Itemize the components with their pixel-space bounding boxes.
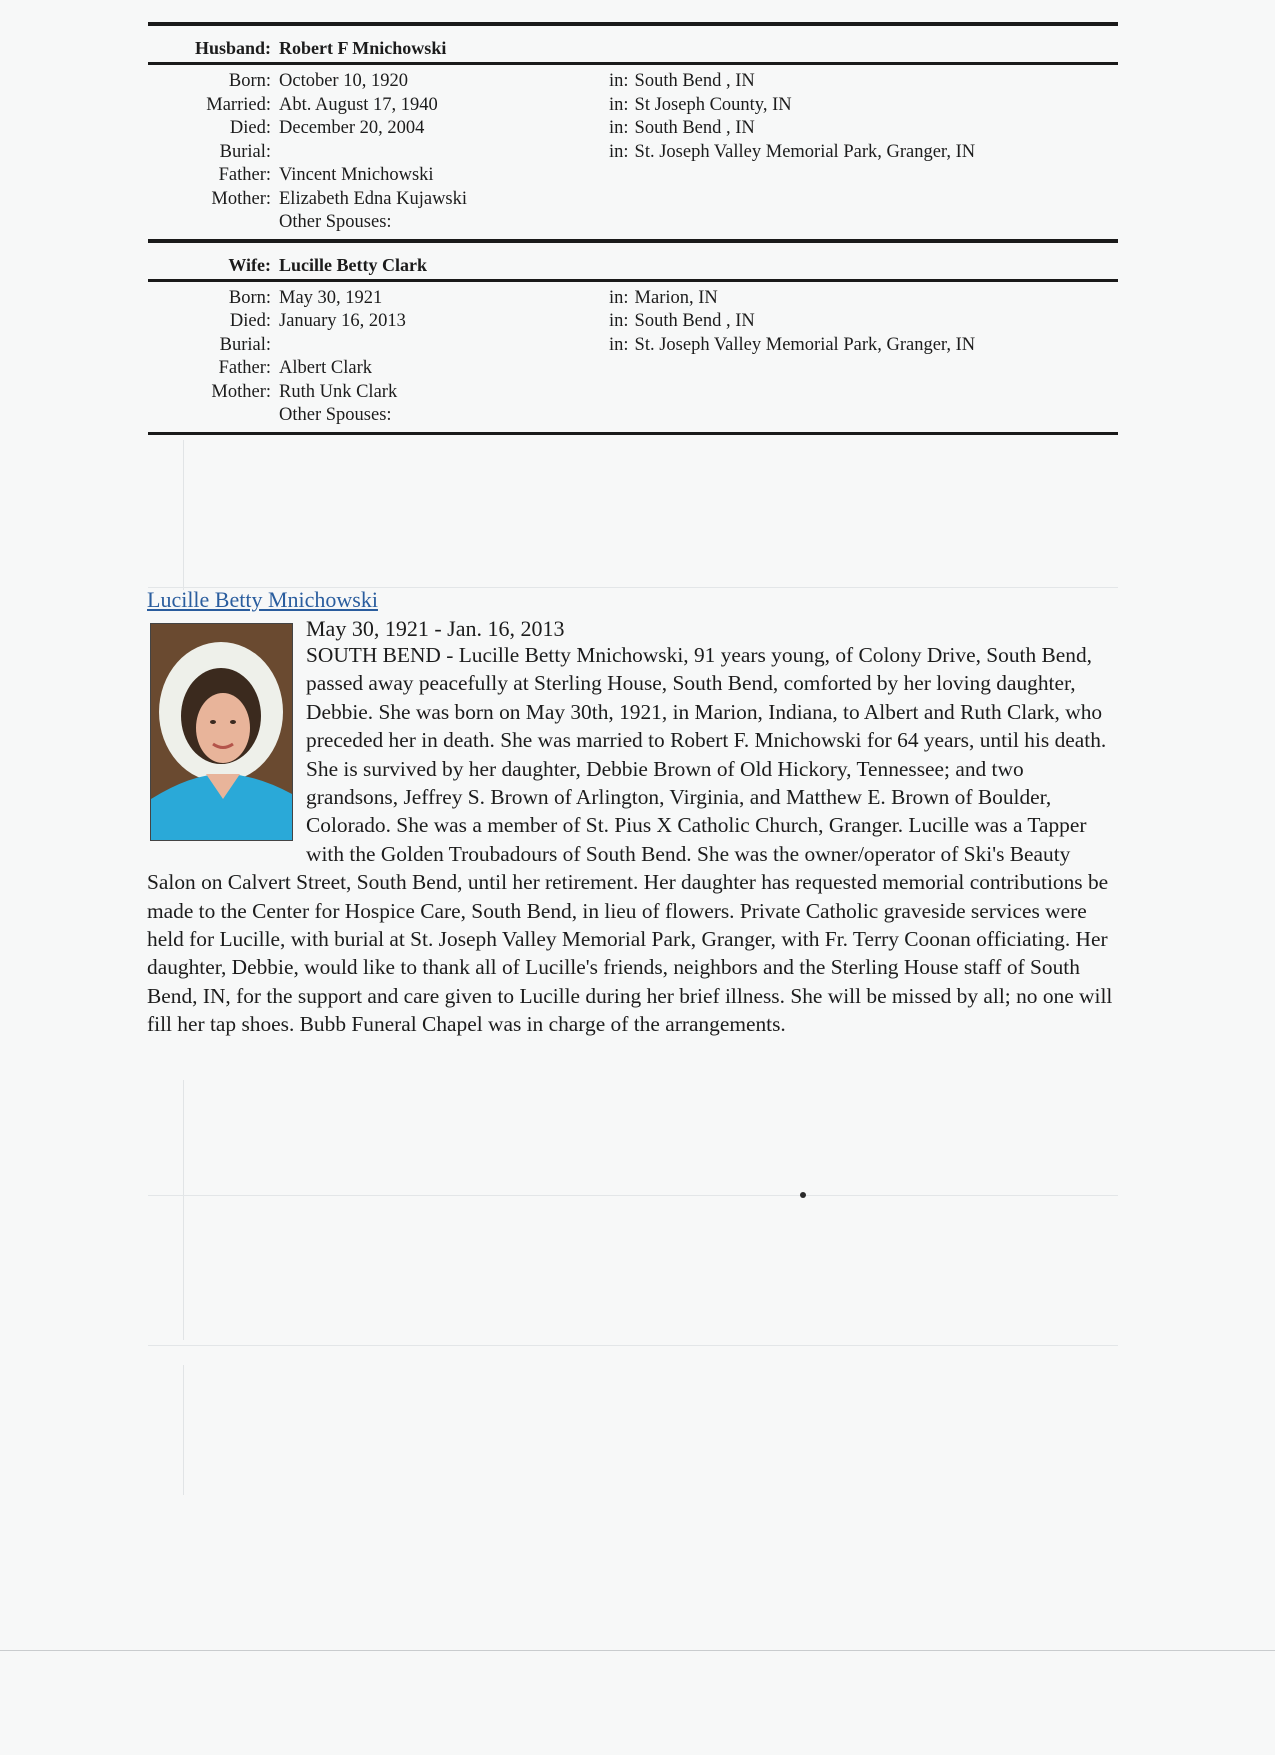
row-place: Marion, IN <box>634 287 718 308</box>
row-label <box>148 211 279 235</box>
row-label: Born: <box>228 71 271 91</box>
in-label: in: <box>609 141 629 162</box>
in-label: in: <box>609 94 629 115</box>
row-value <box>279 141 609 165</box>
row-value: Elizabeth Edna Kujawski <box>279 188 468 209</box>
wife-mother-row <box>148 381 1118 405</box>
ghost-rule <box>148 1195 1118 1196</box>
row-label: Burial: <box>219 334 271 355</box>
photo-spacer <box>147 641 306 863</box>
in-label: in: <box>609 311 629 331</box>
in-label: in: <box>609 334 629 355</box>
husband-died-row <box>148 117 1118 141</box>
ghost-divider <box>183 1080 184 1340</box>
husband-born-row <box>148 70 1118 94</box>
row-value <box>279 334 609 358</box>
row-value: Albert Clark <box>279 358 372 378</box>
wife-heading-label: Wife: <box>228 254 271 275</box>
row-value: Abt. August 17, 1940 <box>279 94 438 115</box>
obituary-text: SOUTH BEND - Lucille Betty Mnichowski, 91 years young, of Colony Drive, South Bend, passed away peacefully at Sterling House, South Bend, comforted by her loving daughter, Debbie. She was born on May 30th, 1921, in Marion, Indiana, to Albert and Ruth Clark, who preceded her in death. She was married to Robert F. Mnichowski for 64 years, until his death. She is survived by her daughter, Debbie Brown of Old Hickory, Tennessee; and two grandsons, Jeffrey S. Brown of Arlington, Virginia, and Matthew E. Brown of Boulder, Colorado. She was a member of St. Pius X Catholic Church, Granger. Lucille was a Tapper with the Golden Troubadours of South Bend. She was the owner/operator of Ski's Beauty Salon on Calvert Street, South Bend, until her retirement. Her daughter has requested memorial contributions be made to the Center for Hospice Care, South Bend, in lieu of flowers. Private Catholic graveside services were held for Lucille, with burial at St. Joseph Valley Memorial Park, Granger, with Fr. Terry Coonan officiating. Her daughter, Debbie, would like to thank all of Lucille's friends, neighbors and the Sterling House staff of South Bend, IN, for the support and care given to Lucille during her brief illness. She will be missed by all; no one will fill her tap shoes. Bubb Funeral Chapel was in charge of the arrangements. <box>147 643 1113 1037</box>
row-label: Father: <box>218 165 271 185</box>
wife-father-row <box>148 357 1118 381</box>
ghost-divider <box>183 440 184 590</box>
wife-other-spouses-row <box>148 404 1118 428</box>
in-label: in: <box>609 71 629 91</box>
other-spouses-label: Other Spouses: <box>279 212 392 232</box>
row-label <box>148 404 279 428</box>
other-spouses-label: Other Spouses: <box>279 405 392 425</box>
row-label: Died: <box>229 311 271 331</box>
row-place: South Bend , IN <box>634 311 755 331</box>
row-value: Vincent Mnichowski <box>279 165 434 185</box>
husband-heading-label: Husband: <box>194 38 271 58</box>
row-label: Father: <box>218 358 271 378</box>
rule-bottom <box>148 432 1118 435</box>
row-label: Married: <box>206 94 271 115</box>
row-place: St. Joseph Valley Memorial Park, Granger, IN <box>634 141 976 162</box>
husband-other-spouses-row <box>148 211 1118 235</box>
row-value: October 10, 1920 <box>279 71 408 91</box>
wife-name: Lucille Betty Clark <box>279 254 427 275</box>
row-place: South Bend , IN <box>634 71 755 91</box>
obituary-title-link[interactable]: Lucille Betty Mnichowski <box>147 587 378 612</box>
row-value: May 30, 1921 <box>279 287 383 308</box>
husband-married-row <box>148 94 1118 118</box>
row-value: January 16, 2013 <box>279 311 406 331</box>
wife-details <box>148 282 1118 430</box>
husband-burial-row <box>148 141 1118 165</box>
family-group-sheet <box>148 22 1118 435</box>
ghost-rule <box>148 1345 1118 1346</box>
husband-father-row <box>148 164 1118 188</box>
wife-heading <box>148 243 1118 279</box>
in-label: in: <box>609 118 629 138</box>
row-label: Burial: <box>219 141 271 162</box>
husband-heading <box>148 26 1118 62</box>
obituary-dates: May 30, 1921 - Jan. 16, 2013 <box>306 616 565 641</box>
row-label: Mother: <box>211 188 271 209</box>
husband-details <box>148 65 1118 237</box>
husband-name: Robert F Mnichowski <box>279 38 447 58</box>
row-place: St Joseph County, IN <box>634 94 792 115</box>
row-label: Mother: <box>211 381 271 402</box>
ink-speck <box>800 1192 806 1198</box>
row-label: Born: <box>228 287 271 308</box>
husband-mother-row <box>148 188 1118 212</box>
scan-edge <box>0 1650 1275 1651</box>
wife-burial-row <box>148 334 1118 358</box>
wife-born-row <box>148 287 1118 311</box>
row-place: South Bend , IN <box>634 118 755 138</box>
row-place: St. Joseph Valley Memorial Park, Granger, IN <box>634 334 976 355</box>
in-label: in: <box>609 287 629 308</box>
row-label: Died: <box>229 118 271 138</box>
ghost-divider <box>183 1365 184 1495</box>
obituary-body <box>147 641 1113 1039</box>
row-value: December 20, 2004 <box>279 118 425 138</box>
row-value: Ruth Unk Clark <box>279 381 398 402</box>
wife-died-row <box>148 310 1118 334</box>
